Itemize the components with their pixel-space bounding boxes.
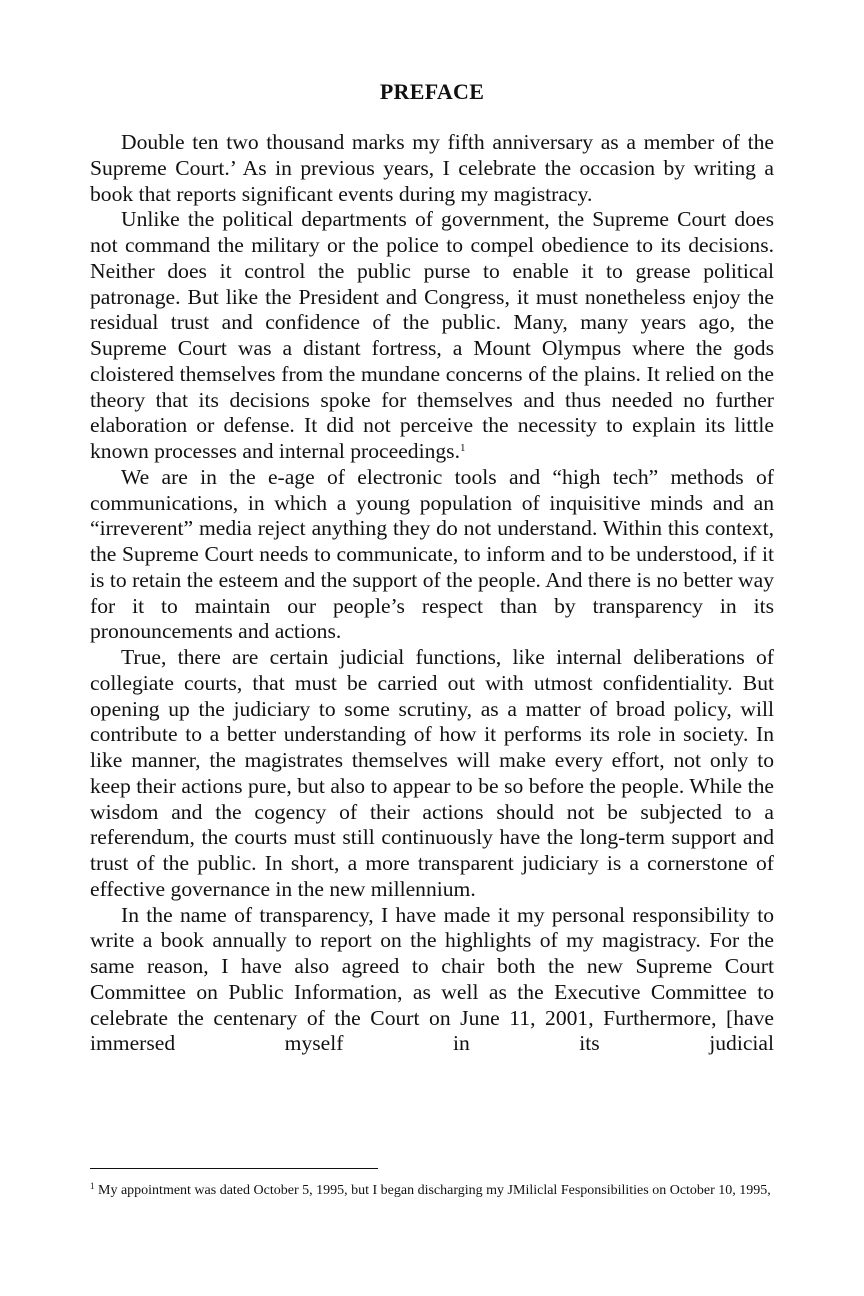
paragraph-3: We are in the e-age of electronic tools and “high tech” methods of communications, in which a young population of inquisitive minds and an “irreverent” media reject anything they do not understand. Within this context, the Supreme Court needs to communicate, to inform and to be understood, if it is to retain the esteem and the support of the people. And there is no better way for it to maintain our people’s respect than by transparency in its pronouncements and actions. <box>90 464 774 644</box>
paragraph-1: Double ten two thousand marks my fifth anniversary as a member of the Supreme Court.’ As in previous years, I celebrate the occasion by writing a book that reports significant events during my magistracy. <box>90 130 774 206</box>
paragraph-5: In the name of transparency, I have made it my personal responsibility to write a book annually to report on the highlights of my magistracy. For the same reason, I have also agreed to chair both the new Supreme Court Committee on Public Information, as well as the Executive Committee to celebrate the centenary of the Court on June 11, 2001, Furthermore, [have immersed myself in its judicial <box>90 902 774 1056</box>
footnote-marker: 1 <box>90 1181 95 1191</box>
paragraph-2 <box>90 207 774 465</box>
footnote-text: My appointment was dated October 5, 1995, but I began discharging my JMiliclal Fesponsibilities on October 10, 1995, <box>98 1183 771 1198</box>
footnote <box>90 1182 774 1200</box>
paragraph-4: True, there are certain judicial functions, like internal deliberations of collegiate courts, that must be carried out with utmost confidentiality. But opening up the judiciary to some scrutiny, as a matter of broad policy, will contribute to a better understanding of how it performs its role in society. In like manner, the magistrates themselves will make every effort, not only to keep their actions pure, but also to appear to be so before the people. While the wisdom and the cogency of their actions should not be subjected to a referendum, the courts must still continuously have the long-term support and trust of the public. In short, a more transparent judiciary is a cornerstone of effective governance in the new millennium. <box>90 645 774 901</box>
body-text <box>90 130 774 1057</box>
footnote-reference: 1 <box>459 442 466 454</box>
page-title: PREFACE <box>379 79 485 104</box>
paragraph-2-text: Unlike the political departments of government, the Supreme Court does not command the military or the police to compel obedience to its decisions. Neither does it control the public purse to enable it to grease political patronage. But like the President and Congress, it must nonetheless enjoy the residual trust and confidence of the public. Many, many years ago, the Supreme Court was a distant fortress, a Mount Olympus where the gods cloistered themselves from the mundane concerns of the plains. It relied on the theory that its decisions spoke for themselves and thus needed no further elaboration or defense. It did not perceive the necessity to explain its little known processes and internal proceedings. <box>90 207 774 463</box>
footnote-divider <box>90 1168 378 1169</box>
